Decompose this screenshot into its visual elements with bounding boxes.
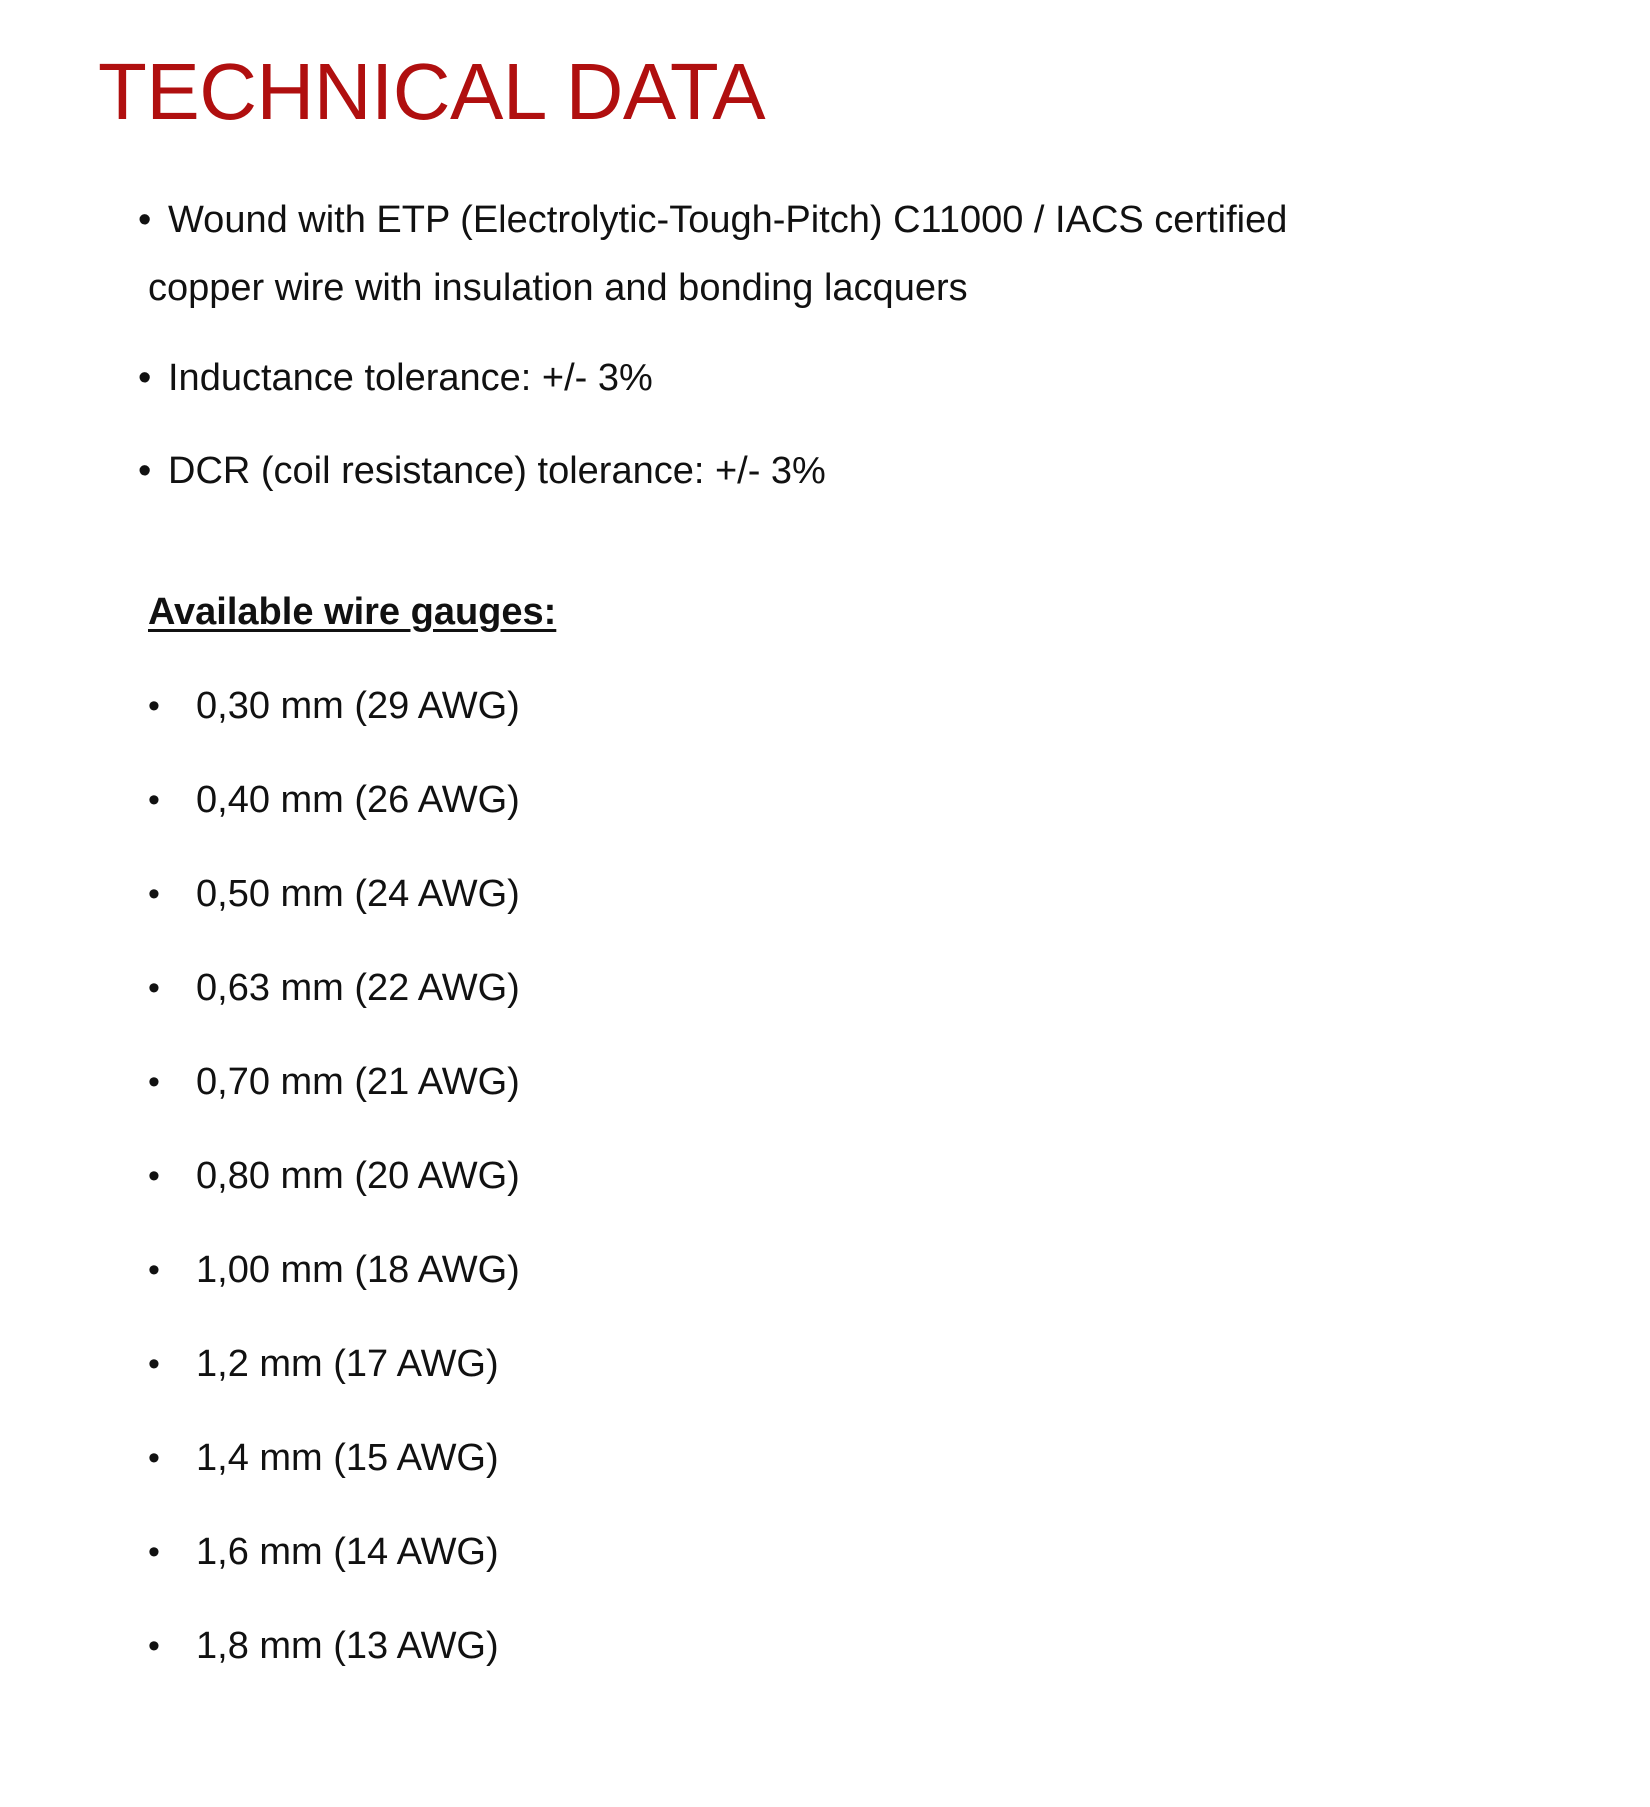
bullet-icon: • bbox=[148, 969, 160, 1007]
bullet-icon: • bbox=[148, 1251, 160, 1289]
spec-text: Inductance tolerance: +/- 3% bbox=[168, 357, 653, 399]
spec-text: Wound with ETP (Electrolytic-Tough-Pitch) C11000 / IACS certified bbox=[168, 199, 1288, 241]
gauge-list bbox=[148, 672, 520, 1706]
spec-text-continued: copper wire with insulation and bonding lacquers bbox=[148, 267, 968, 309]
bullet-icon: • bbox=[138, 450, 152, 492]
page-title: TECHNICAL DATA bbox=[98, 47, 766, 136]
gauge-text: 1,00 mm (18 AWG) bbox=[196, 1249, 520, 1291]
bullet-icon: • bbox=[148, 1157, 160, 1195]
gauge-text: 0,50 mm (24 AWG) bbox=[196, 873, 520, 915]
gauge-text: 0,70 mm (21 AWG) bbox=[196, 1061, 520, 1103]
gauge-item bbox=[148, 1330, 520, 1424]
spec-text: DCR (coil resistance) tolerance: +/- 3% bbox=[168, 450, 826, 492]
gauge-text: 0,40 mm (26 AWG) bbox=[196, 779, 520, 821]
gauge-item bbox=[148, 1518, 520, 1612]
gauge-item bbox=[148, 1612, 520, 1706]
bullet-icon: • bbox=[138, 357, 152, 399]
gauge-text: 0,63 mm (22 AWG) bbox=[196, 967, 520, 1009]
gauge-text: 1,6 mm (14 AWG) bbox=[196, 1531, 499, 1573]
bullet-icon: • bbox=[148, 687, 160, 725]
spec-item-inductance bbox=[138, 344, 653, 412]
spec-item-wire bbox=[138, 186, 1287, 322]
gauge-text: 0,30 mm (29 AWG) bbox=[196, 685, 520, 727]
gauge-item bbox=[148, 954, 520, 1048]
gauge-item bbox=[148, 860, 520, 954]
bullet-icon: • bbox=[138, 199, 152, 241]
spec-item-dcr bbox=[138, 437, 826, 505]
bullet-icon: • bbox=[148, 1439, 160, 1477]
gauge-text: 1,8 mm (13 AWG) bbox=[196, 1625, 499, 1667]
bullet-icon: • bbox=[148, 1063, 160, 1101]
gauges-heading: Available wire gauges: bbox=[148, 591, 557, 633]
bullet-icon: • bbox=[148, 1345, 160, 1383]
gauge-text: 1,4 mm (15 AWG) bbox=[196, 1437, 499, 1479]
gauge-item bbox=[148, 1048, 520, 1142]
gauge-item bbox=[148, 672, 520, 766]
bullet-icon: • bbox=[148, 1533, 160, 1571]
gauge-item bbox=[148, 1236, 520, 1330]
bullet-icon: • bbox=[148, 781, 160, 819]
gauge-item bbox=[148, 766, 520, 860]
gauge-text: 1,2 mm (17 AWG) bbox=[196, 1343, 499, 1385]
bullet-icon: • bbox=[148, 875, 160, 913]
bullet-icon: • bbox=[148, 1627, 160, 1665]
gauge-item bbox=[148, 1424, 520, 1518]
gauge-text: 0,80 mm (20 AWG) bbox=[196, 1155, 520, 1197]
gauge-item bbox=[148, 1142, 520, 1236]
